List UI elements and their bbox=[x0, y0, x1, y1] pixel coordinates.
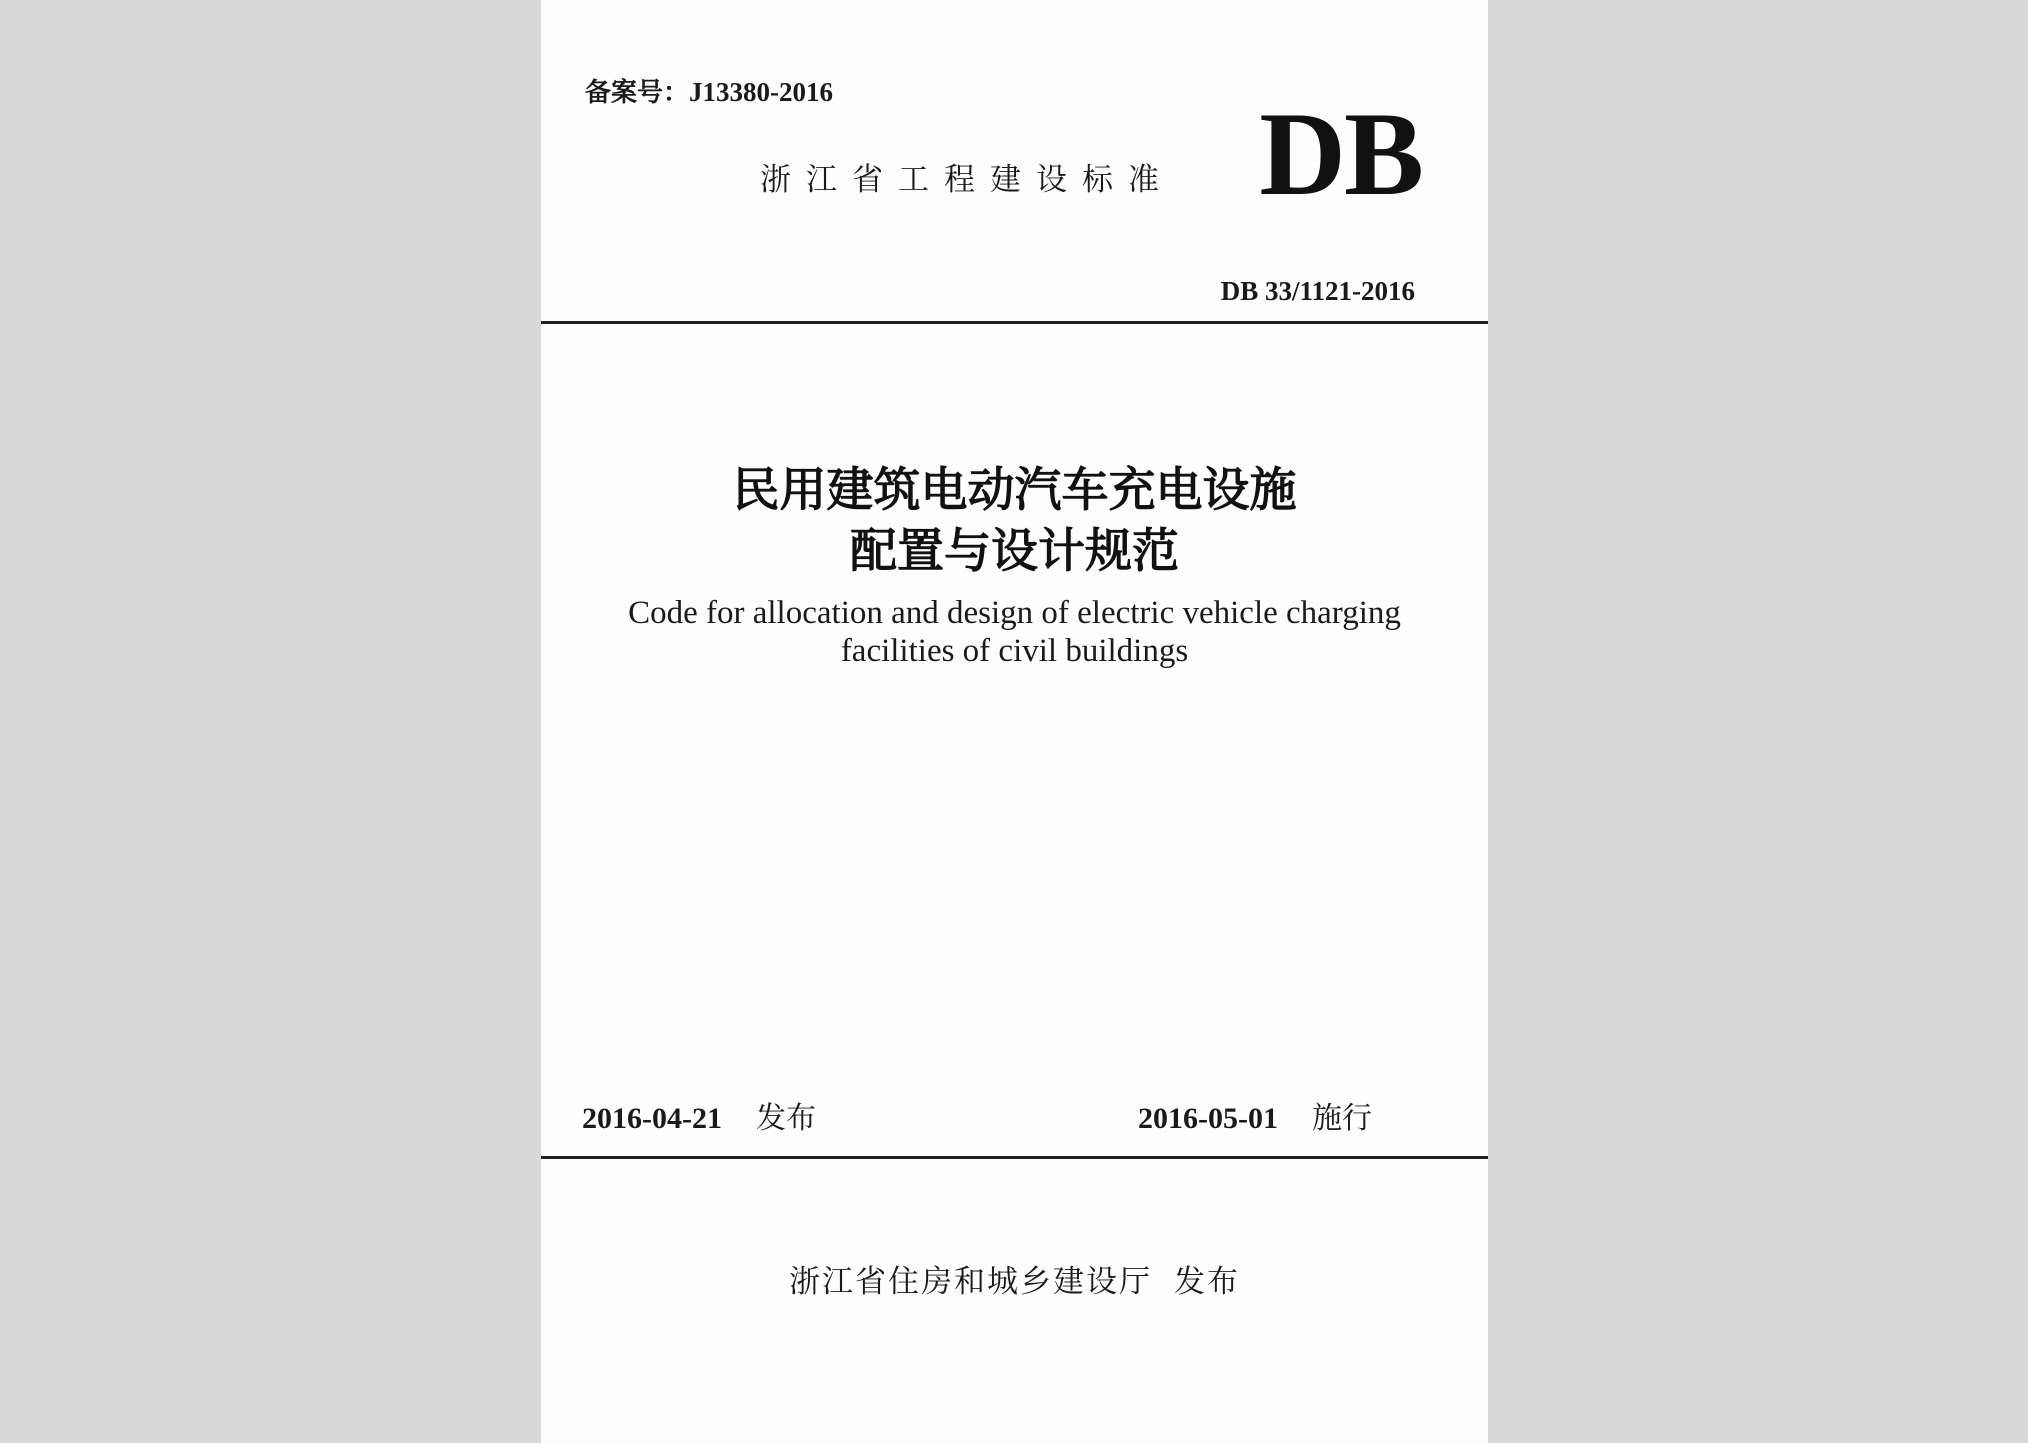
title-cn-line2: 配置与设计规范 bbox=[850, 524, 1179, 579]
effective-label: 施行 bbox=[1311, 1101, 1372, 1136]
publisher-name: 浙江省住房和城乡建设厅 bbox=[789, 1264, 1152, 1300]
title-en-line2: facilities of civil buildings bbox=[840, 633, 1189, 669]
issue-label: 发布 bbox=[755, 1101, 816, 1136]
issue-date-row bbox=[582, 1093, 816, 1137]
title-cn-line1: 民用建筑电动汽车充电设施 bbox=[732, 463, 1297, 518]
effective-date: 2016-05-01 bbox=[1138, 1102, 1278, 1135]
record-number bbox=[585, 72, 833, 109]
standard-code: DB 33/1121-2016 bbox=[1220, 276, 1415, 306]
publisher bbox=[541, 1256, 1488, 1301]
issue-date: 2016-04-21 bbox=[582, 1102, 722, 1135]
db-logo: DB bbox=[1259, 87, 1422, 220]
effective-date-row bbox=[1138, 1093, 1372, 1137]
document-cover bbox=[541, 0, 1488, 1443]
record-label: 备案号： bbox=[585, 78, 690, 108]
record-number-value: J13380-2016 bbox=[689, 77, 834, 107]
publisher-label: 发布 bbox=[1174, 1264, 1240, 1300]
bottom-divider bbox=[541, 1156, 1488, 1159]
title-en-line1: Code for allocation and design of electric vehicle charging bbox=[628, 595, 1401, 631]
standard-organization: 浙江省工程建设标准 bbox=[760, 162, 1174, 198]
top-divider bbox=[541, 321, 1488, 324]
